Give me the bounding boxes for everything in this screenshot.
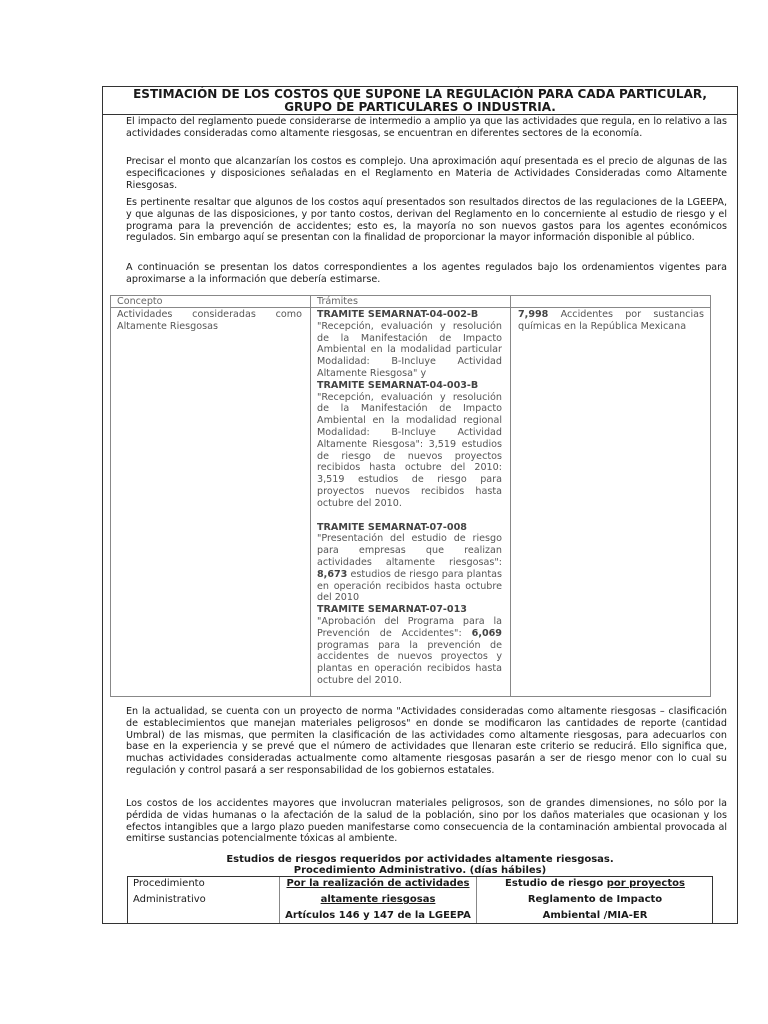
header-tramites: Trámites xyxy=(317,296,358,307)
procedure-description: "Recepción, evaluación y resolución de la Manifestación de Impacto Ambiental en la modalidad regional Modalidad: B-Incluye Actividad Altamente Riesgosa": 3,519 estudios de riesgo de nuevos proyectos recibidos hasta octubre del 2010: 3,519 estudios de riesgo para proyectos nuevos recibidos hasta octubre del 2010. xyxy=(317,391,502,509)
table2-cell-text: altamente riesgosas xyxy=(320,894,436,905)
table-header-row xyxy=(111,296,710,308)
table2-cell-text: Por la realización de actividades xyxy=(286,878,470,889)
procedure-description: programas para la prevención de accidentes de nuevos proyectos y plantas en operación recibidos hasta octubre del 2010. xyxy=(317,639,502,686)
studies-table xyxy=(127,876,713,924)
column-divider xyxy=(510,296,511,696)
accidents-cell xyxy=(518,309,704,333)
accidents-count: 7,998 xyxy=(518,309,549,320)
procedure-code: TRAMITE SEMARNAT-07-008 xyxy=(317,521,467,533)
table2-activities-header xyxy=(280,878,476,922)
procedure-description: "Aprobación del Programa para la Prevención de Accidentes": xyxy=(317,615,502,639)
procedure-description: "Presentación del estudio de riesgo para empresas que realizan actividades altamente riesgosas": xyxy=(317,533,502,568)
accidents-text: Accidentes por sustancias químicas en la República Mexicana xyxy=(518,309,704,332)
procedure-description: "Recepción, evaluación y resolución de la Manifestación de Impacto Ambiental en la modalidad particular Modalidad: B-Incluye Actividad Altamente Riesgosa" y xyxy=(317,320,502,379)
title-line-2: GRUPO DE PARTICULARES O INDUSTRIA. xyxy=(284,100,556,114)
concept-cell: Actividades consideradas como Altamente Riesgosas xyxy=(117,309,302,332)
paragraph-lgeepa: Es pertinente resaltar que algunos de los costos aquí presentados son resultados directos de las regulaciones de la LGEEPA, y que algunas de las disposiciones, y por tanto costos, derivan del Reglamento en lo concerniente al estudio de riesgo y el programa para la prevención de accidentes; esto es, la mayoría no son nuevos gastos para los agentes económicos regulados. Sin embargo aquí se presentan con la finalidad de proporcionar la mayor información disponible al público. xyxy=(126,197,727,244)
table2-cell-text: Reglamento de Impacto xyxy=(527,894,663,905)
procedures-cell xyxy=(317,309,502,687)
procedure-description: estudios de riesgo para plantas en operación recibidos hasta octubre del 2010 xyxy=(317,568,502,604)
subtitle-procedure: Procedimiento Administrativo. (días hábiles) xyxy=(293,865,547,876)
paragraph-accident-costs: Los costos de los accidentes mayores que involucran materiales peligrosos, son de grandes dimensiones, no sólo por la pérdida de vidas humanas o la afectación de la salud de la población, sino por los daños materiales que ocasionan y los efectos intangibles que a largo plazo pueden manifestarse como consecuencia de la contaminación ambiental provocada al emitirse sustancias potencialmente tóxicas al ambiente. xyxy=(126,798,727,845)
header-concepto: Concepto xyxy=(117,296,163,307)
procedures-table xyxy=(110,295,711,697)
procedure-code: TRAMITE SEMARNAT-04-002-B xyxy=(317,309,479,320)
subtitle-studies: Estudios de riesgos requeridos por actividades altamente riesgosas. xyxy=(226,854,614,865)
table2-cell-text: Artículos 146 y 147 de la LGEEPA xyxy=(285,910,471,921)
title-line-1: ESTIMACIÓN DE LOS COSTOS QUE SUPONE LA REGULACIÓN PARA CADA PARTICULAR, xyxy=(133,87,707,101)
table2-procedure-label xyxy=(133,878,206,906)
procedure-code: TRAMITE SEMARNAT-04-003-B xyxy=(317,379,479,391)
table2-cell-text: por proyectos xyxy=(606,878,685,889)
table2-cell-text: Procedimiento xyxy=(133,878,205,889)
column-divider xyxy=(310,296,311,696)
table2-cell-text: Administrativo xyxy=(133,894,206,905)
paragraph-norm-project: En la actualidad, se cuenta con un proyecto de norma "Actividades consideradas como altamente riesgosas – clasificación de establecimientos que manejan materiales peligrosos" en donde se modificaron las cantidades de reporte (cantidad Umbral) de las mismas, que permiten la clasificación de las actividades como altamente riesgosas, para adecuarlos con base en la experiencia y se prevé que el número de actividades que llenaran este criterio se reducirá. Ello significa que, muchas actividades consideradas actualmente como altamente riesgosas pasarán a ser de riesgo menor con lo cual su regulación y control pasará a ser responsabilidad de los gobiernos estatales. xyxy=(126,706,727,776)
paragraph-impact: El impacto del reglamento puede considerarse de intermedio a amplio ya que las actividades que regula, en lo relativo a las actividades consideradas como altamente riesgosas, se encuentran en diferentes sectores de la economía. xyxy=(126,116,727,139)
section-title xyxy=(102,86,738,115)
paragraph-cost-estimate: Precisar el monto que alcanzarían los costos es complejo. Una aproximación aquí presentada es el precio de algunas de las especificaciones y disposiciones señaladas en el Reglamento en Materia de Actividades Consideradas como Altamente Riesgosas. xyxy=(126,156,727,191)
paragraph-data-intro: A continuación se presentan los datos correspondientes a los agentes regulados bajo los ordenamientos vigentes para aproximarse a la información que debería estimarse. xyxy=(126,262,727,285)
table2-cell-text: Estudio de riesgo xyxy=(505,878,604,889)
procedure-code: TRAMITE SEMARNAT-07-013 xyxy=(317,604,467,616)
procedure-count: 8,673 xyxy=(317,568,348,580)
table2-projects-header xyxy=(477,878,713,922)
procedure-count: 6,069 xyxy=(471,627,502,639)
table2-cell-text: Ambiental /MIA-ER xyxy=(542,910,648,921)
